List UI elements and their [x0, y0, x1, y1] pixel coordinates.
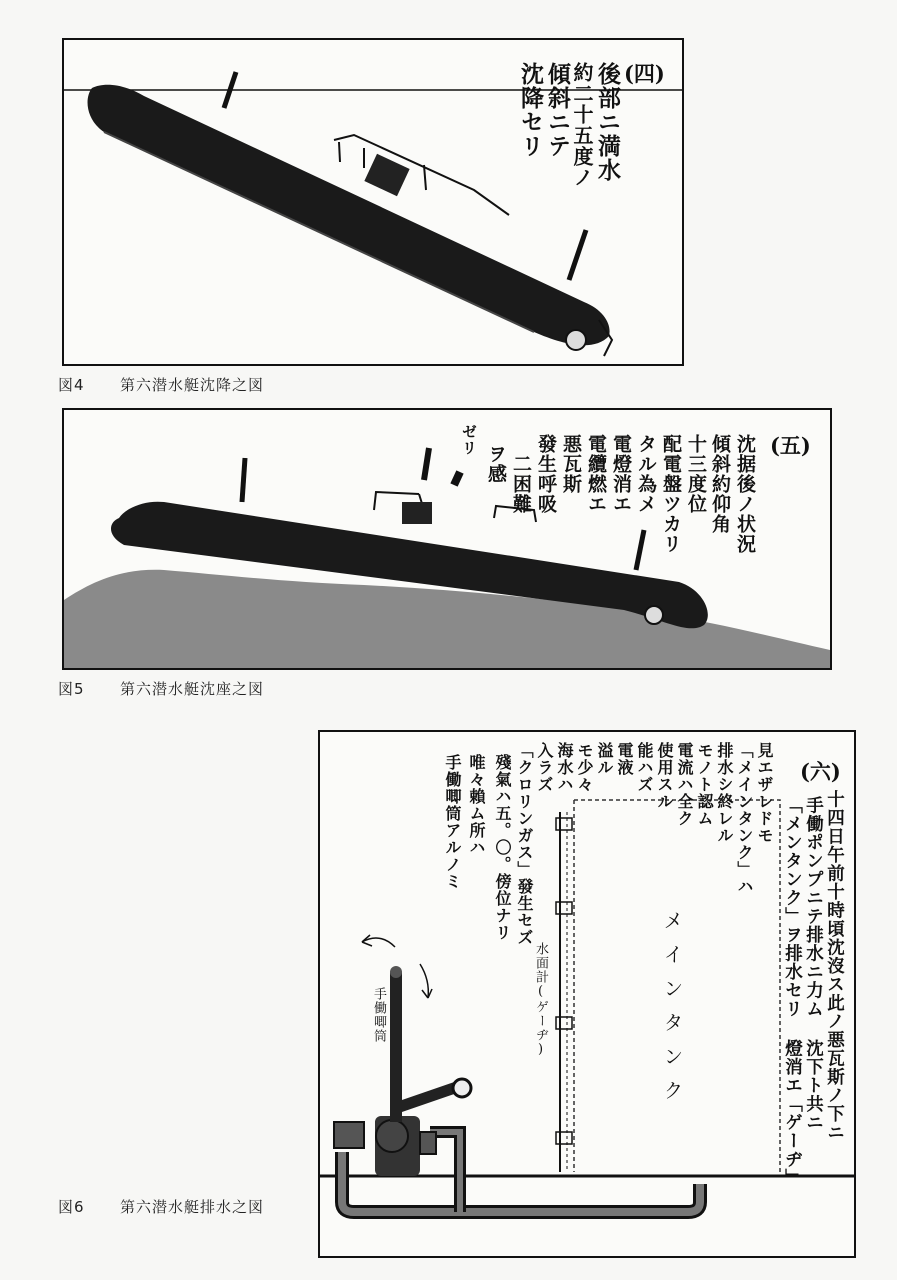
figure-4-caption-text: 第六潜水艇沈降之図	[120, 376, 265, 394]
figure-5-line-12: ゼリ	[460, 424, 478, 456]
figure-6-line-4: 見エザレドモ	[755, 742, 774, 844]
figure-5-line-1: 沈据後ノ状況	[734, 434, 756, 554]
figure-6-line-6: 排水シ終レル	[715, 742, 734, 844]
figure-6-line-1: 十四日午前十時頃沈沒ス此ノ悪瓦斯ノ下ニ	[824, 790, 845, 1142]
figure-5-line-11: ヲ感	[485, 444, 507, 484]
figure-4-caption-number: 図4	[58, 376, 85, 394]
figure-6-caption-text: 第六潜水艇排水之図	[120, 1198, 265, 1216]
figure-4-line-3: 傾斜ニテ	[544, 62, 571, 158]
main-tank-label: メインタンク	[660, 910, 684, 1114]
figure-6-caption-number: 図6	[58, 1198, 85, 1216]
figure-6-line-11: 電液	[615, 742, 634, 776]
figure-6-numeral: (六)	[800, 759, 841, 784]
figure-5-caption-number: 図5	[58, 680, 85, 698]
figure-6-line-18: 唯々賴ム所ハ	[467, 754, 486, 856]
figure-5-line-2: 傾斜約仰角	[709, 434, 731, 534]
figure-5-caption	[58, 678, 264, 699]
figure-6-caption	[58, 1196, 264, 1217]
figure-6-line-16: 「クロリンガス」發生セズ	[515, 742, 534, 946]
figure-6-line-15: 入ラズ	[535, 742, 554, 793]
figure-5-line-4: 配電盤ツカリ	[660, 434, 682, 554]
figure-4-panel	[62, 38, 684, 366]
figure-6-line-17: 殘氣ハ五。〇。傍位ナリ	[493, 754, 512, 941]
figure-5-line-8: 悪瓦斯	[560, 434, 582, 494]
figure-5-line-10: 二困難	[510, 454, 532, 514]
figure-4-line-4: 沈降セリ	[517, 62, 544, 158]
figure-4-numeral: (四)	[624, 61, 665, 86]
figure-6-line-7: モノト認ム	[695, 742, 714, 827]
figure-5-caption-text: 第六潜水艇沈座之図	[120, 680, 265, 698]
figure-5-line-3: 十三度位	[685, 434, 707, 514]
figure-5-line-5: タル為メ	[635, 434, 657, 514]
figure-5-numeral: (五)	[770, 433, 811, 458]
figure-6-line-19: 手働唧筒アルノミ	[443, 754, 462, 890]
figure-5-line-7: 電纜燃エ	[585, 434, 607, 514]
figure-5-line-9: 發生呼吸	[535, 434, 557, 514]
figure-6-panel	[318, 730, 856, 1258]
figure-4-caption	[58, 374, 264, 395]
water-gauge-label: 水面計(ゲーヂ)	[533, 942, 548, 1058]
figure-6-line-14: 海水ハ	[555, 742, 574, 793]
figure-6-line-13: モ少々	[575, 742, 594, 793]
figure-4-line-2: 約二十五度ノ	[570, 62, 594, 188]
figure-6-line-12: 溢ル	[595, 742, 614, 776]
figure-6-line-8: 電流ハ全ク	[675, 742, 694, 827]
figure-6-line-5: 「メインタンク」ハ	[735, 742, 754, 895]
figure-4-line-1: 後部ニ満水	[594, 62, 621, 182]
figure-5-line-6: 電燈消エ	[610, 434, 632, 514]
hand-pump-label: 手働唧筒	[371, 987, 386, 1043]
figure-6-line-2: 手働ポンプニテ排水ニ力ム 沈下ト共ニ	[803, 796, 824, 1132]
figure-6-line-10: 能ハズ	[635, 742, 654, 793]
figure-6-line-3: 「メンタンク」ヲ排水セリ 燈消エ「ゲーヂ」	[782, 796, 803, 1187]
figure-5-panel	[62, 408, 832, 670]
figure-6-line-9: 使用スル	[655, 742, 674, 810]
